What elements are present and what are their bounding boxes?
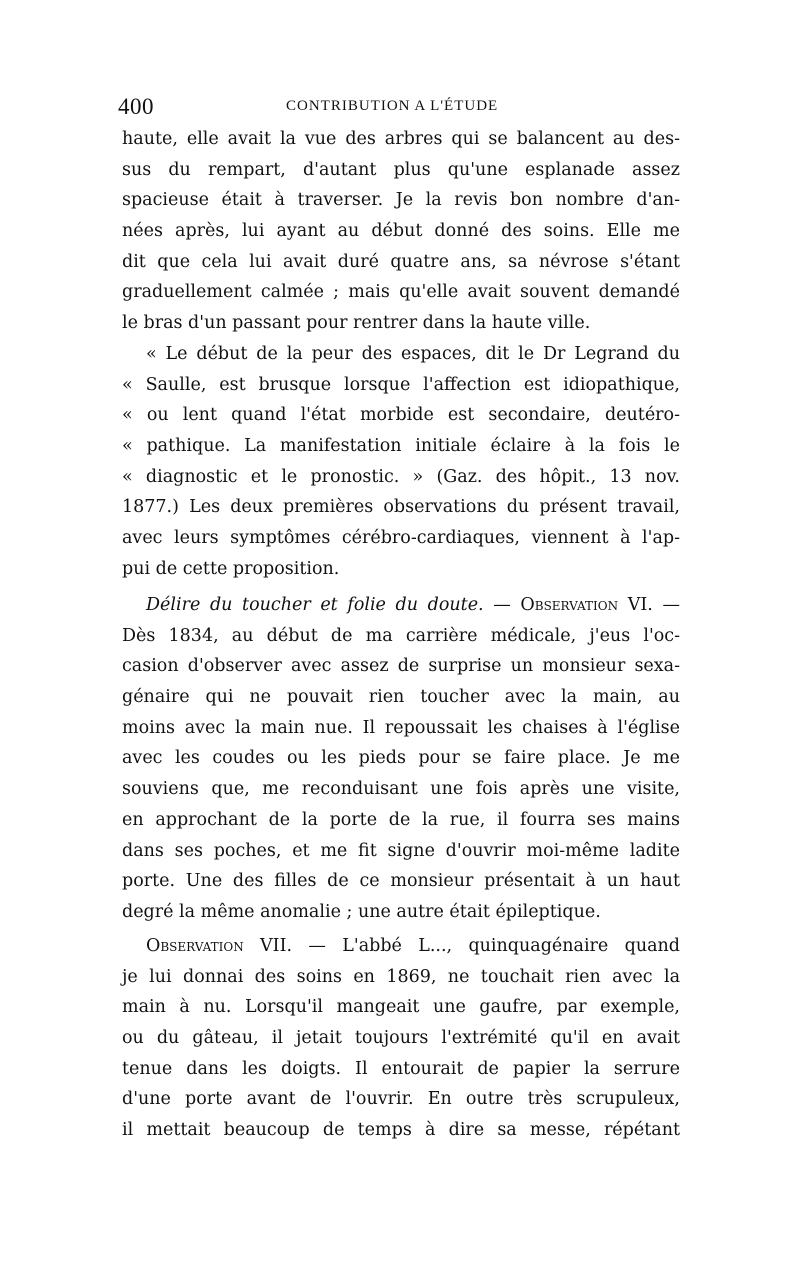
text-line: génaire qui ne pouvait rien toucher avec la main, au [122,687,680,708]
text-line: en approchant de la porte de la rue, il fourra ses mains [122,809,680,830]
text-line: dit que cela lui avait duré quatre ans, sa névrose s'étant [122,251,680,272]
observation-vi-heading: Délire du toucher et folie du doute. — Observation VI. — [146,595,680,615]
text-line: porte. Une des filles de ce monsieur présentait à un haut [122,871,680,892]
text-line: pui de cette proposition. [122,558,340,579]
text-line: graduellement calmée ; mais qu'elle avait souvent demandé [122,282,680,303]
text-line: avec les coudes ou les pieds pour se faire place. Je me [122,748,680,769]
text-line: tenue dans les doigts. Il entourait de papier la serrure [122,1058,680,1079]
text-line: degré la même anomalie ; une autre était épileptique. [122,901,601,922]
text-line: il mettait beaucoup de temps à dire sa messe, répétant [122,1120,680,1141]
text-line: « diagnostic et le pronostic. » (Gaz. des hôpit., 13 nov. [122,466,680,487]
observation-vii-label: Observation VII. [146,936,293,956]
page-number: 400 [118,94,154,119]
text-line: le bras d'un passant pour rentrer dans la haute ville. [122,313,591,334]
text-line: moins avec la main nue. Il repoussait les chaises à l'église [122,717,680,738]
text-line: dans ses poches, et me fit signe d'ouvrir moi-même ladite [122,840,680,861]
paragraph-legrand-quote [122,339,680,585]
paragraph-agoraphobia-case [122,124,680,339]
text-line: avec leurs symptômes cérébro-cardiaques, viennent à l'ap- [122,528,680,549]
text-line: nées après, lui ayant au début donné des soins. Elle me [122,221,680,242]
observation-vi-label: Observation VI. [520,595,653,615]
text-line: « Saulle, est brusque lorsque l'affection est idiopathique, [122,374,680,395]
observation-vii-heading: Observation VII. — L'abbé L..., quinquagénaire quand [146,936,680,956]
text-line: « pathique. La manifestation initiale éclaire à la fois le [122,436,680,457]
text-line: je lui donnai des soins en 1869, ne touchait rien avec la [122,966,680,987]
page-header [118,94,686,118]
text-line: casion d'observer avec assez de surprise un monsieur sexa- [122,656,680,677]
text-line: Dès 1834, au début de ma carrière médicale, j'eus l'oc- [122,625,680,646]
observation-vi [122,590,680,928]
text-line: d'une porte avant de l'ouvrir. En outre très scrupuleux, [122,1089,680,1110]
text-line: main à nu. Lorsqu'il mangeait une gaufre, par exemple, [122,997,680,1018]
text-line: ou du gâteau, il jetait toujours l'extrémité qu'il en avait [122,1028,680,1049]
text-line: « Le début de la peur des espaces, dit le Dr Legrand du [146,344,680,364]
text-line: « ou lent quand l'état morbide est secondaire, deutéro- [122,405,680,426]
text-line: haute, elle avait la vue des arbres qui se balancent au des- [122,129,680,149]
running-head: CONTRIBUTION A L'ÉTUDE [286,98,499,114]
observation-vi-title: Délire du toucher et folie du doute. [146,595,484,615]
observation-vii [122,931,680,1146]
text-line: spacieuse était à traverser. Je la revis bon nombre d'an- [122,190,680,211]
text-line: sus du rempart, d'autant plus qu'une esplanade assez [122,159,680,180]
text-line: souviens que, me reconduisant une fois après une visite, [122,779,680,800]
text-line: 1877.) Les deux premières observations du présent travail, [122,497,680,518]
